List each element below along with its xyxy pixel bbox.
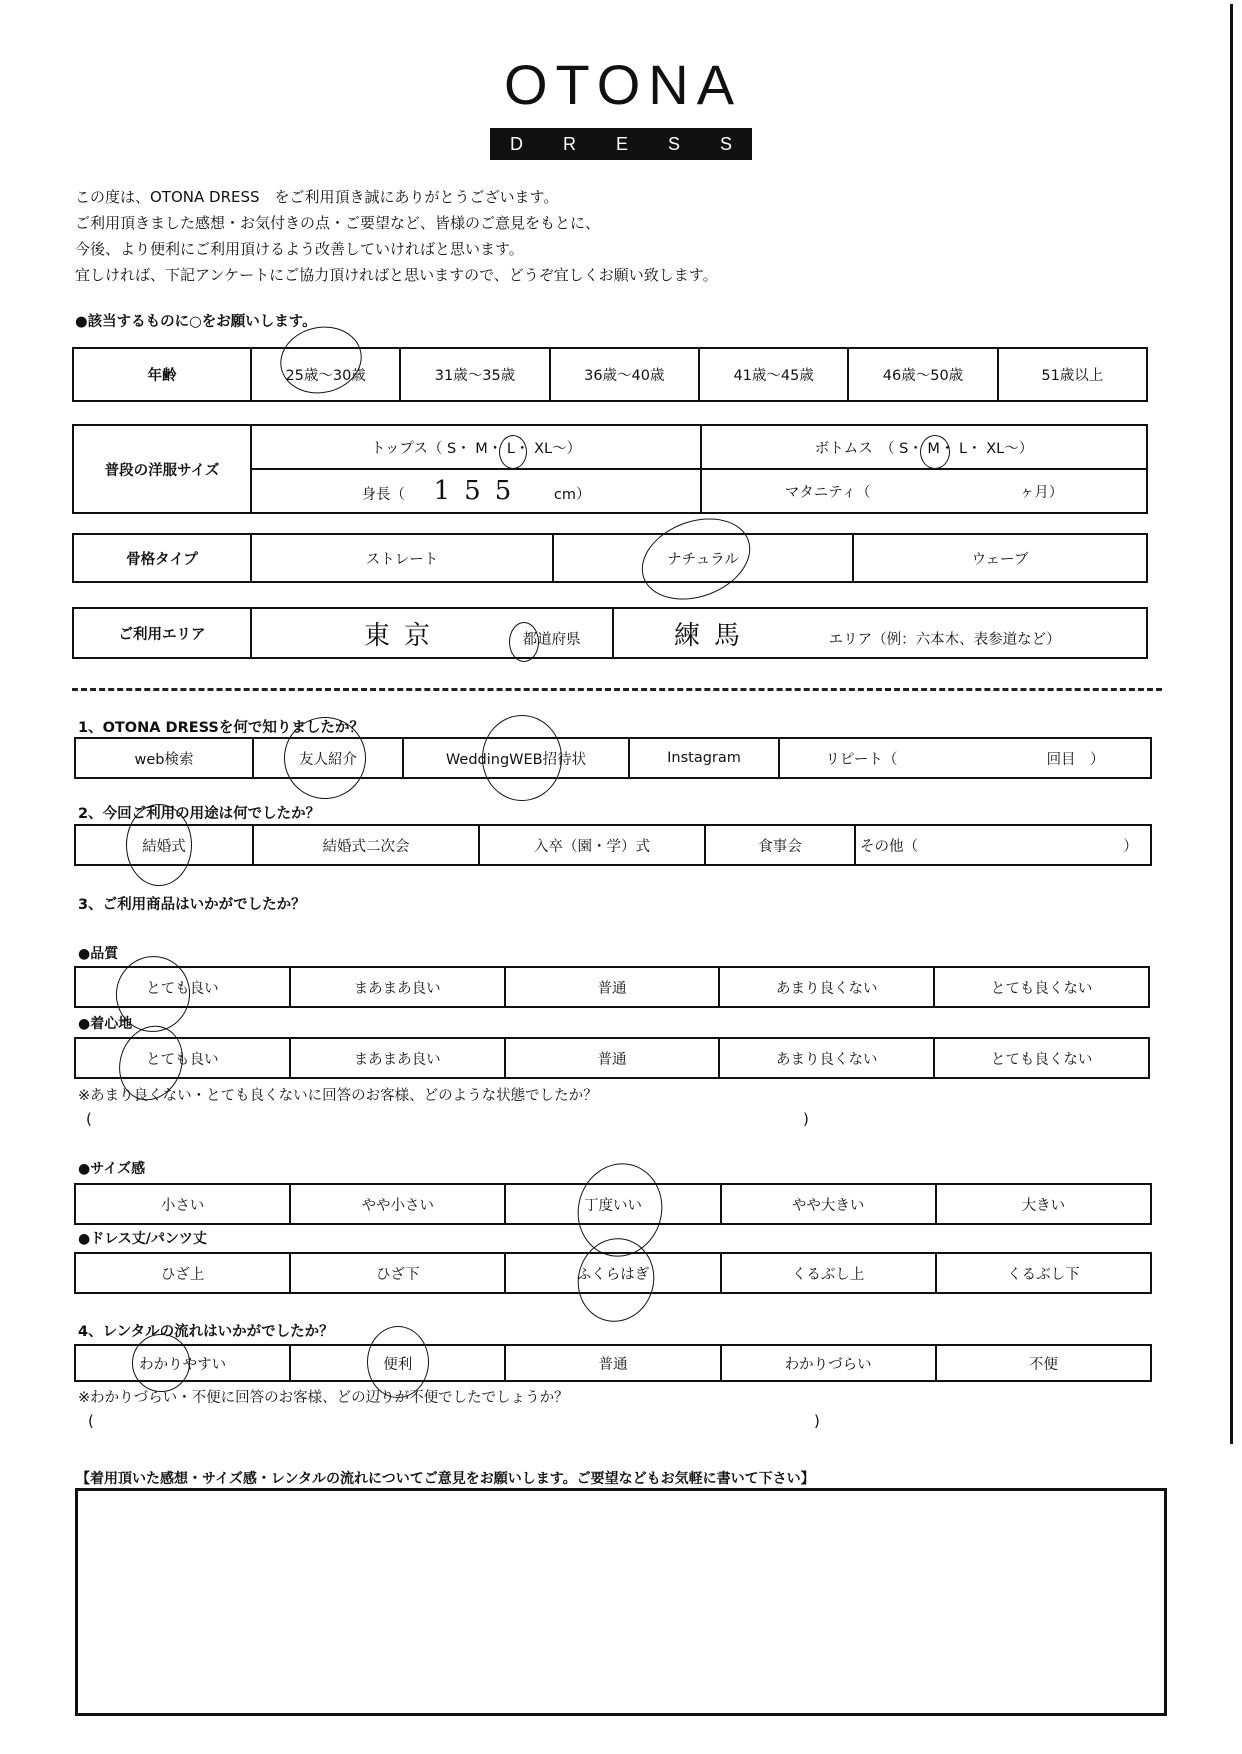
prefecture-suffix: 都道府県 [523, 632, 581, 648]
prefecture-field[interactable] [251, 608, 613, 658]
q2-option-ceremony[interactable]: 入卒（園・学）式 [479, 825, 705, 865]
fit-option-slightly-small[interactable]: やや小さい [290, 1184, 505, 1224]
fit-table [74, 1183, 1152, 1225]
height-field[interactable]: 身長（ 155 cm） [251, 469, 701, 513]
body-type-wave[interactable]: ウェーブ [853, 534, 1147, 582]
section-divider [72, 688, 1162, 691]
length-option-calf[interactable]: ふくらはぎ [505, 1253, 720, 1293]
q1-table [74, 737, 1152, 779]
q2-option-after-party[interactable]: 結婚式二次会 [253, 825, 479, 865]
length-table [74, 1252, 1152, 1294]
body-type-natural[interactable]: ナチュラル [553, 534, 853, 582]
intro-line: この度は、OTONA DRESS をご利用頂き誠にありがとうございます。 [75, 188, 559, 206]
area-hint: エリア（例：六本木、表参道など） [828, 631, 1061, 648]
age-option-25-30[interactable]: 25歳～30歳 [251, 348, 400, 401]
q2-option-dinner[interactable]: 食事会 [705, 825, 855, 865]
scan-edge-line [1230, 4, 1233, 1444]
q2-option-other[interactable]: その他（ ） [855, 825, 1151, 865]
q1-option-web-search[interactable]: web検索 [75, 738, 253, 778]
q1-title: 1、OTONA DRESSを何で知りましたか？ [78, 720, 364, 736]
area-table [72, 607, 1148, 659]
area-value: 練馬 [674, 620, 755, 651]
body-type-straight[interactable]: ストレート [251, 534, 553, 582]
area-label: ご利用エリア [73, 608, 251, 658]
q2-table [74, 824, 1152, 866]
age-option-41-45[interactable]: 41歳～45歳 [699, 348, 848, 401]
height-value: 155 [433, 476, 526, 506]
age-option-31-35[interactable]: 31歳～35歳 [400, 348, 549, 401]
length-option-below-knee[interactable]: ひざ下 [290, 1253, 505, 1293]
q4-table [74, 1344, 1152, 1382]
quality-option-normal[interactable]: 普通 [505, 967, 720, 1007]
q1-option-repeat[interactable]: リピート（ 回目 ） [779, 738, 1151, 778]
quality-table [74, 966, 1150, 1008]
comments-title: 【着用頂いた感想・サイズ感・レンタルの流れについてご意見をお願いします。ご要望などもお気軽に書いて下さい】 [76, 1471, 815, 1487]
quality-option-not-good[interactable]: あまり良くない [719, 967, 934, 1007]
length-option-above-ankle[interactable]: くるぶし上 [721, 1253, 936, 1293]
length-label: ●ドレス丈/パンツ丈 [78, 1231, 207, 1247]
logo-letter: S [719, 133, 732, 154]
q4-option-confusing[interactable]: わかりづらい [721, 1345, 936, 1381]
q4-answer-close-paren: ) [814, 1412, 820, 1430]
logo-subtitle [490, 128, 752, 160]
q4-option-convenient[interactable]: 便利 [290, 1345, 505, 1381]
logo-letter: D [509, 133, 523, 154]
comfort-label: ●着心地 [78, 1016, 133, 1032]
comfort-option-bad[interactable]: とても良くない [934, 1038, 1149, 1078]
size-table [72, 424, 1148, 514]
q4-answer-open-paren: ( [88, 1412, 94, 1430]
q2-option-wedding[interactable]: 結婚式 [75, 825, 253, 865]
q4-option-inconvenient[interactable]: 不便 [936, 1345, 1151, 1381]
q1-option-instagram[interactable]: Instagram [629, 738, 779, 778]
instruction: ●該当するものに○をお願いします。 [75, 314, 317, 330]
quality-option-bad[interactable]: とても良くない [934, 967, 1149, 1007]
logo-letter: E [615, 133, 628, 154]
q4-title: 4、レンタルの流れはいかがでしたか？ [78, 1324, 334, 1340]
logo-letter: R [562, 133, 576, 154]
tops-size[interactable]: トップス（ S・ M・ L ・ XL～） [251, 425, 701, 469]
age-option-36-40[interactable]: 36歳～40歳 [550, 348, 699, 401]
maternity-field[interactable]: マタニティ（ ヶ月） [701, 469, 1147, 513]
bottoms-size[interactable]: ボトムス （ S・ M ・ L・ XL～） [701, 425, 1147, 469]
selection-circle [274, 319, 368, 401]
age-option-46-50[interactable]: 46歳～50歳 [848, 348, 997, 401]
q4-option-easy[interactable]: わかりやすい [75, 1345, 290, 1381]
logo-letter: S [667, 133, 680, 154]
fit-option-slightly-large[interactable]: やや大きい [721, 1184, 936, 1224]
q1-option-wedding-web[interactable]: WeddingWEB招待状 [403, 738, 629, 778]
q3-title: 3、ご利用商品はいかがでしたか？ [78, 897, 306, 913]
fit-option-large[interactable]: 大きい [936, 1184, 1151, 1224]
intro-line: 今後、より便利にご利用頂けるよう改善していければと思います。 [75, 240, 524, 258]
age-option-51-plus[interactable]: 51歳以上 [998, 348, 1147, 401]
quality-option-good[interactable]: まあまあ良い [290, 967, 505, 1007]
fit-option-small[interactable]: 小さい [75, 1184, 290, 1224]
fit-label: ●サイズ感 [78, 1161, 146, 1177]
tops-selected: L [507, 441, 515, 457]
q1-option-friend[interactable]: 友人紹介 [253, 738, 403, 778]
quality-option-very-good[interactable]: とても良い [75, 967, 290, 1007]
body-type-label: 骨格タイプ [73, 534, 251, 582]
size-label: 普段の洋服サイズ [73, 425, 251, 513]
body-type-table [72, 533, 1148, 583]
comfort-option-normal[interactable]: 普通 [505, 1038, 720, 1078]
length-option-above-knee[interactable]: ひざ上 [75, 1253, 290, 1293]
comfort-option-not-good[interactable]: あまり良くない [719, 1038, 934, 1078]
comfort-table [74, 1037, 1150, 1079]
q4-note: ※わかりづらい・不便に回答のお客様、どの辺りが不便でしたでしょうか？ [78, 1390, 569, 1406]
area-field[interactable] [613, 608, 1147, 658]
comfort-note: ※あまり良くない・とても良くないに回答のお客様、どのような状態でしたか？ [78, 1088, 598, 1104]
comfort-answer-open-paren: ( [86, 1110, 92, 1128]
prefecture-value: 東京 [364, 620, 445, 651]
quality-label: ●品質 [78, 946, 119, 962]
logo-title: OTONA [503, 53, 743, 116]
age-table [72, 347, 1148, 402]
intro-text [75, 184, 718, 288]
fit-option-just-right[interactable]: 丁度いい [505, 1184, 720, 1224]
intro-line: ご利用頂きました感想・お気付きの点・ご要望など、皆様のご意見をもとに、 [75, 214, 601, 232]
q4-option-normal[interactable]: 普通 [505, 1345, 720, 1381]
length-option-below-ankle[interactable]: くるぶし下 [936, 1253, 1151, 1293]
comfort-option-good[interactable]: まあまあ良い [290, 1038, 505, 1078]
comments-field[interactable] [75, 1488, 1167, 1716]
age-label: 年齢 [73, 348, 251, 401]
intro-line: 宜しければ、下記アンケートにご協力頂ければと思いますので、どうぞ宜しくお願い致します。 [75, 266, 718, 284]
bottoms-selected: M [927, 441, 940, 457]
comfort-answer-close-paren: ) [803, 1110, 809, 1128]
comfort-option-very-good[interactable]: とても良い [75, 1038, 290, 1078]
q2-title: 2、今回ご利用の用途は何でしたか？ [78, 806, 321, 822]
